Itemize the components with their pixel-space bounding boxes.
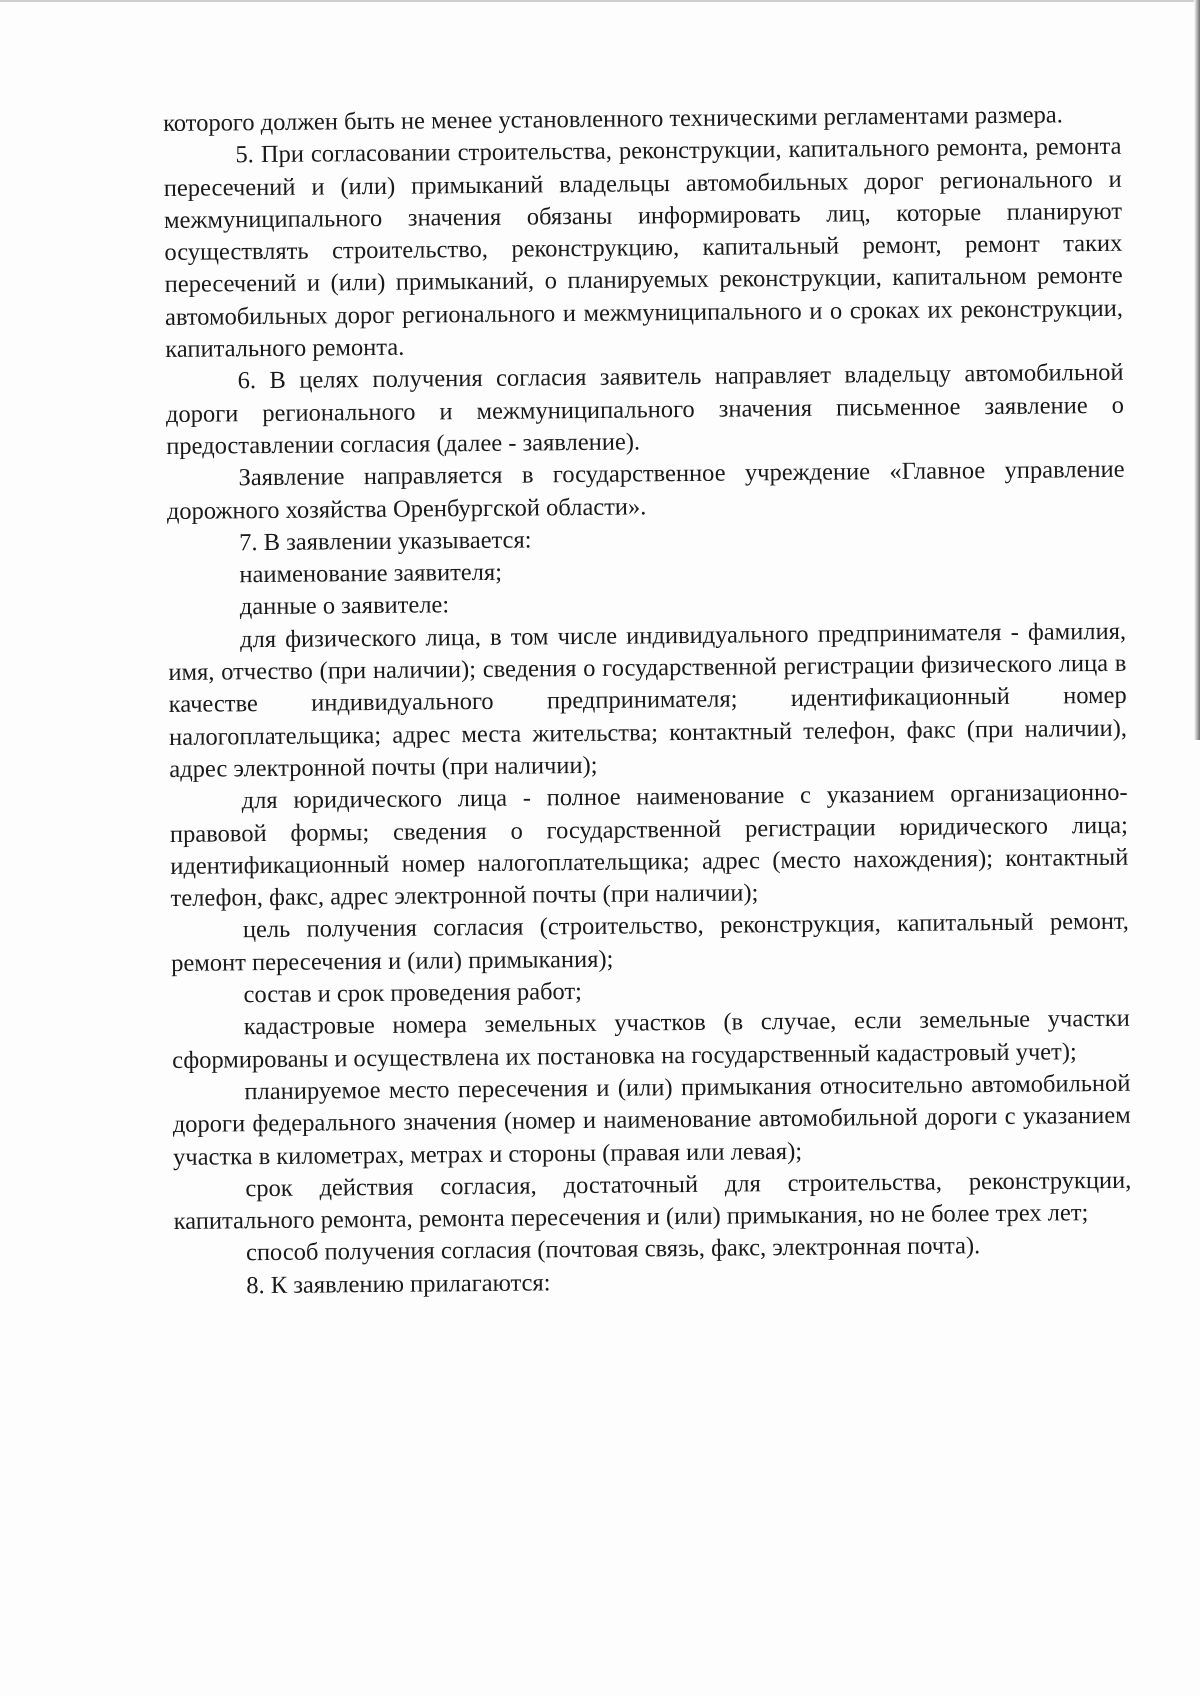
scan-edge-top (0, 0, 1200, 2)
paragraph-13: срок действия согласия, достаточный для строительства, реконструкции, капитального ремонта, ремонта пересечения и (или) примыкания, но не более трех лет; (173, 1166, 1132, 1236)
paragraph-1: 5. При согласовании строительства, реконструкции, капитального ремонта, ремонта пересечений и (или) примыканий владельцы автомобильных дорог регионального и межмуниципального значения обязаны информировать лиц, которые планируют осуществлять строительство, реконструкцию, капитальный ремонт, ремонт таких пересечений и (или) примыканий, о планируемых реконструкции, капитальном ремонте автомобильных дорог регионального и межмуниципального и о сроках их реконструкции, капитального ремонта. (163, 133, 1124, 364)
paragraph-4: 7. В заявлении указывается: (239, 526, 532, 557)
paragraph-15: 8. К заявлению прилагаются: (246, 1269, 551, 1299)
paragraph-0: которого должен быть не менее установленного техническими регламентами размера. (163, 101, 1063, 137)
paragraph-5: наименование заявителя; (239, 558, 503, 589)
document-body (163, 99, 1132, 1303)
paragraph-10: состав и срок проведения работ; (243, 978, 583, 1009)
paragraph-14: способ получения согласия (почтовая связь, факс, электронная почта). (245, 1232, 981, 1267)
paragraph-8: для юридического лица - полное наименование с указанием организационно-правовой формы; сведения о государственной регистрации юридического лица; идентификационный номер налогоплательщика; адрес (место нахождения); контактный телефон, факс, адрес электронной почты (при наличии); (169, 779, 1129, 913)
paragraph-12: планируемое место пересечения и (или) примыкания относительно автомобильной дороги федерального значения (номер и наименование автомобильной дороги с указанием участка в километрах, метрах и стороны (правая или левая); (172, 1069, 1131, 1171)
paragraph-3: Заявление направляется в государственное учреждение «Главное управление дорожного хозяйства Оренбургской области». (166, 456, 1125, 525)
paragraph-6: данные о заявителе: (239, 591, 450, 621)
paragraph-2: 6. В целях получения согласия заявитель направляет владельцу автомобильной дороги регионального и межмуниципального значения письменное заявление о предоставлении согласия (далее - заявление). (165, 359, 1125, 460)
paragraph-11: кадастровые номера земельных участков (в случае, если земельные участки сформированы и осуществлена их постановка на государственный кадастровый учет); (172, 1005, 1130, 1074)
scan-edge-right (1194, 0, 1200, 740)
paragraph-9: цель получения согласия (строительство, реконструкция, капитальный ремонт, ремонт пересечения и (или) примыкания); (171, 908, 1129, 977)
paragraph-7: для физического лица, в том числе индивидуального предпринимателя - фамилия, имя, отчество (при наличии); сведения о государственной регистрации физического лица в качестве индивидуального предпринимателя; идентификационный номер налогоплательщика; адрес места жительства; контактный телефон, факс (при наличии), адрес электронной почты (при наличии); (168, 617, 1128, 783)
